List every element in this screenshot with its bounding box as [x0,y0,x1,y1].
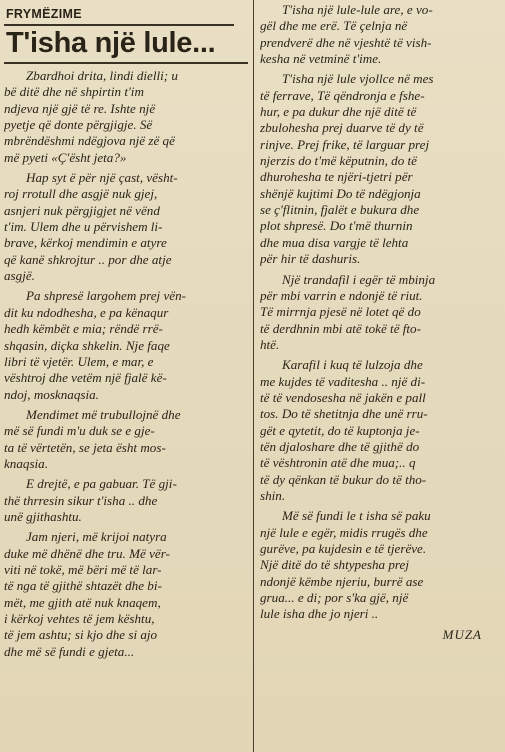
right-column [260,2,500,752]
paragraph [260,71,500,267]
text-line: më së fundi m'u duk se e gje- [4,423,155,439]
left-article-body [4,68,248,660]
text-line: thë thrresin sikur t'isha .. dhe [4,492,158,508]
text-line: me kujdes të vaditesha .. një di- [260,373,426,389]
text-line: se ç'flitnin, fjalët e bukura dhe [260,202,420,218]
text-line: që kanë shkrojtur .. por dhe atje [4,251,172,267]
text-line: hur, e pa dukur dhe një ditë të [260,104,417,120]
paragraph [4,407,248,472]
text-line: grua... e di; por s'ka gjë, një [260,590,409,606]
text-line: prendverë dhe në vjeshtë të vish- [260,34,432,50]
text-line: të jem ashtu; si kjo dhe si ajo [4,627,158,643]
text-line: mët, me gjith atë nuk knaqem, [4,594,161,610]
text-line: Hap syt ë për një çast, vësht- [26,170,178,186]
text-line: shin. [260,487,286,503]
text-line: ndonjë këmbe njeriu, burrë ase [260,573,424,589]
text-line: të derdhnin mbi atë tokë të fto- [260,320,421,336]
text-line: ndoj, mosknaqsia. [4,386,99,402]
paragraph [260,357,500,504]
text-line: tos. Do të shetitnja dhe unë rru- [260,406,428,422]
text-line: brave, kërkoj mendimin e atyre [4,235,167,251]
text-line: vështroj dhe vetëm një fjalë kë- [4,370,167,386]
right-article-body [260,2,500,623]
text-line: ndjeva një gjë të re. Ishte një [4,100,156,116]
text-line: asnjeri nuk përgjigjet në vënd [4,202,160,218]
text-line: Zbardhoi drita, lindi dielli; u [26,68,178,83]
text-line: pyetje që donte përgjigje. Së [4,117,153,133]
title-rule [4,62,248,64]
text-line: roj rrotull dhe asgjë nuk gjej, [4,186,158,202]
text-line: një lule e egër, midis rrugës dhe [260,524,428,540]
paragraph [260,2,500,67]
text-line: Pa shpresë largohem prej vën- [26,288,186,304]
text-line: rinjve. Prej frike, të larguar prej [260,136,430,152]
column-divider [253,0,254,752]
text-line: gët e qytetit, do të kuptonja je- [260,422,420,438]
text-line: gurëve, pa kujdesin e të tjerëve. [260,541,427,556]
text-line: Të mirrnja pjesë në lotet që do [260,304,421,320]
text-line: gël dhe me erë. Të çelnja në [260,18,408,34]
paragraph [4,476,248,525]
text-line: zbulohesha prej duarve të dy të [260,120,424,136]
text-line: dhe mua disa vargje të lehta [260,234,409,250]
text-line: T'isha një lule vjollce në mes [282,71,434,87]
text-line: dit ku ndodhesha, e pa kënaqur [4,304,169,320]
text-line: viti në tokë, më bëri më të lar- [4,561,162,577]
text-line: të të vendosesha në jakën e pall [260,389,426,405]
text-line: njerzis do t'më këputnin, do të [260,153,417,169]
text-line: shënjë kujtimi Do të ndëgjonja [260,185,421,201]
text-line: të ferrave, Të qëndronja e fshe- [260,87,425,103]
article-title: T'isha një lule... [6,27,216,59]
text-line: asgjë. [4,268,35,284]
text-line: Mendimet më trubullojnë dhe [26,406,181,422]
text-line: Karafil i kuq të lulzoja dhe [282,357,423,373]
paragraph [260,508,500,622]
text-line: mbrëndëshmi ndëgjova një zë që [4,133,175,149]
text-line: E drejtë, e pa gabuar. Të gji- [26,476,177,492]
text-line: i kërkoj vehtes të jem kështu, [4,611,155,626]
text-line: libri të vjetër. Ulem, e mar, e [4,353,154,369]
text-line: të dy qënkan të bukur do të tho- [260,471,427,487]
text-line: kesha në vetminë t'ime. [260,51,382,67]
paragraph [260,272,500,354]
text-line: lule isha dhe jo njeri .. [260,606,379,622]
paragraph [4,288,248,402]
text-line: Më së fundi le t isha së paku [282,508,431,524]
text-line: më pyeti «Ç'ësht jeta?» [4,149,127,165]
text-line: duke më dhënë dhe tru. Më vër- [4,545,170,561]
text-line: ta të vërtetën, se jeta ësht mos- [4,439,166,455]
paragraph [4,68,248,166]
text-line: bë ditë dhe në shpirtin t'im [4,84,144,100]
text-line: t'im. Ulem dhe u përvishem li- [4,219,163,235]
text-line: për mbi varrin e ndonjë të riut. [260,287,423,303]
text-line: të nga të gjithë shtazët dhe bi- [4,578,162,594]
text-line: plot shpresë. Do t'më thurnin [260,218,413,234]
text-line: shqasin, diçka shkelin. Nje faqe [4,337,170,353]
text-line: për hir të dashuris. [260,251,361,267]
text-line: unë gjithashtu. [4,508,82,524]
left-column [4,0,248,752]
text-line: knaqsia. [4,455,49,471]
paragraph [4,170,248,284]
text-line: të vështronin atë dhe mua;.. q [260,455,416,471]
section-label: FRYMËZIME [6,7,82,21]
text-line: dhe më së fundi e gjeta... [4,643,135,659]
text-line: hedh këmbët e mia; rëndë rrë- [4,321,163,337]
text-line: Një ditë do të shtypesha prej [260,557,409,573]
text-line: dhurohesha te njëri-tjetri për [260,169,413,185]
text-line: Një trandafil i egër të mbinja [282,271,436,287]
text-line: htë. [260,336,280,352]
text-line: tën djaloshare dhe të gjithë do [260,438,420,454]
text-line: T'isha një lule-lule are, e vo- [282,2,433,17]
paragraph [4,529,248,660]
author-signature: MUZA [442,626,482,642]
text-line: Jam njeri, më krijoi natyra [26,529,167,545]
